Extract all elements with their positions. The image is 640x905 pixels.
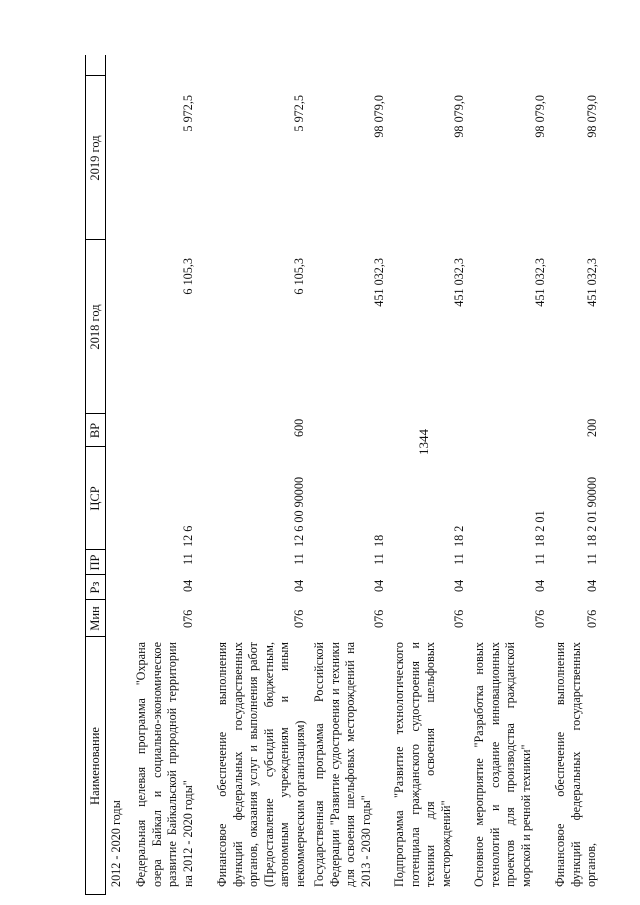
- row-2018: 6 105,3: [181, 258, 195, 295]
- table-row-name: Подпрограмма "Развитие технологического потенциала гражданского судостроения и техники для освоения шельфовых месторождений": [392, 642, 453, 887]
- row-vr: 600: [292, 418, 306, 437]
- table-row-name: Государственная программа Российской Федерации "Развитие судостроения и техники для освоения шельфовых месторождений на 2013 - 2030 годы": [312, 642, 373, 887]
- row-min: 076: [181, 609, 195, 628]
- table-row-name: Финансовое обеспечение выполнения функций федеральных государственных органов, оказания услуг и выполнения работ (Предоставление субсидий бюджетным, автономным учреждениям и иным некоммерческим организациям): [215, 642, 307, 887]
- page-number: 1344: [416, 429, 431, 455]
- header-2018: 2018 год: [88, 304, 102, 350]
- header-bottom-border: [105, 55, 106, 895]
- row-rz: 04: [452, 579, 466, 592]
- row-2019: 98 079,0: [533, 95, 547, 138]
- table-row-name: Федеральная целевая программа "Охрана озера Байкал и социально-экономическое развитие Байкальской природной территории на 2012 - 2020 годы": [134, 642, 195, 887]
- row-pr: 11: [585, 553, 599, 565]
- header-csr: ЦСР: [88, 486, 102, 511]
- row-vr: 200: [585, 418, 599, 437]
- row-csr: 12 6 00 90000: [292, 476, 306, 547]
- row-csr: 18 2 01: [533, 510, 547, 547]
- row-2019: 5 972,5: [181, 95, 195, 132]
- row-min: 076: [292, 609, 306, 628]
- row-min: 076: [585, 609, 599, 628]
- continuation-text: 2012 - 2020 годы: [109, 800, 123, 887]
- row-min: 076: [372, 609, 386, 628]
- header-vr: ВР: [88, 422, 102, 439]
- row-2018: 451 032,3: [585, 258, 599, 307]
- row-2019: 98 079,0: [452, 95, 466, 138]
- row-rz: 04: [533, 579, 547, 592]
- budget-table: [85, 55, 620, 895]
- row-min: 076: [533, 609, 547, 628]
- row-csr: 18: [372, 534, 386, 547]
- row-rz: 04: [181, 579, 195, 592]
- row-2019: 5 972,5: [292, 95, 306, 132]
- header-min: Мин: [88, 606, 102, 631]
- row-pr: 11: [452, 553, 466, 565]
- row-pr: 11: [292, 553, 306, 565]
- row-pr: 11: [533, 553, 547, 565]
- row-2019: 98 079,0: [585, 95, 599, 138]
- row-2018: 6 105,3: [292, 258, 306, 295]
- row-pr: 11: [181, 553, 195, 565]
- row-2018: 451 032,3: [533, 258, 547, 307]
- row-2018: 451 032,3: [452, 258, 466, 307]
- header-2019: 2019 год: [88, 135, 102, 181]
- row-csr: 18 2: [452, 525, 466, 547]
- row-min: 076: [452, 609, 466, 628]
- table-row-name: Основное мероприятие "Разработка новых технологий и создание инновационных проектов для производства гражданской морской и речной техники": [472, 642, 533, 887]
- row-rz: 04: [585, 579, 599, 592]
- header-pr: ПР: [88, 554, 102, 571]
- header-name: Наименование: [88, 727, 102, 805]
- row-2018: 451 032,3: [372, 258, 386, 307]
- header-rz: Рз: [88, 581, 102, 594]
- table-row-name: Финансовое обеспечение выполнения функций федеральных государственных органов,: [553, 642, 599, 887]
- row-pr: 11: [372, 553, 386, 565]
- row-csr: 12 6: [181, 525, 195, 547]
- row-2019: 98 079,0: [372, 95, 386, 138]
- row-rz: 04: [292, 579, 306, 592]
- row-rz: 04: [372, 579, 386, 592]
- row-csr: 18 2 01 90000: [585, 476, 599, 547]
